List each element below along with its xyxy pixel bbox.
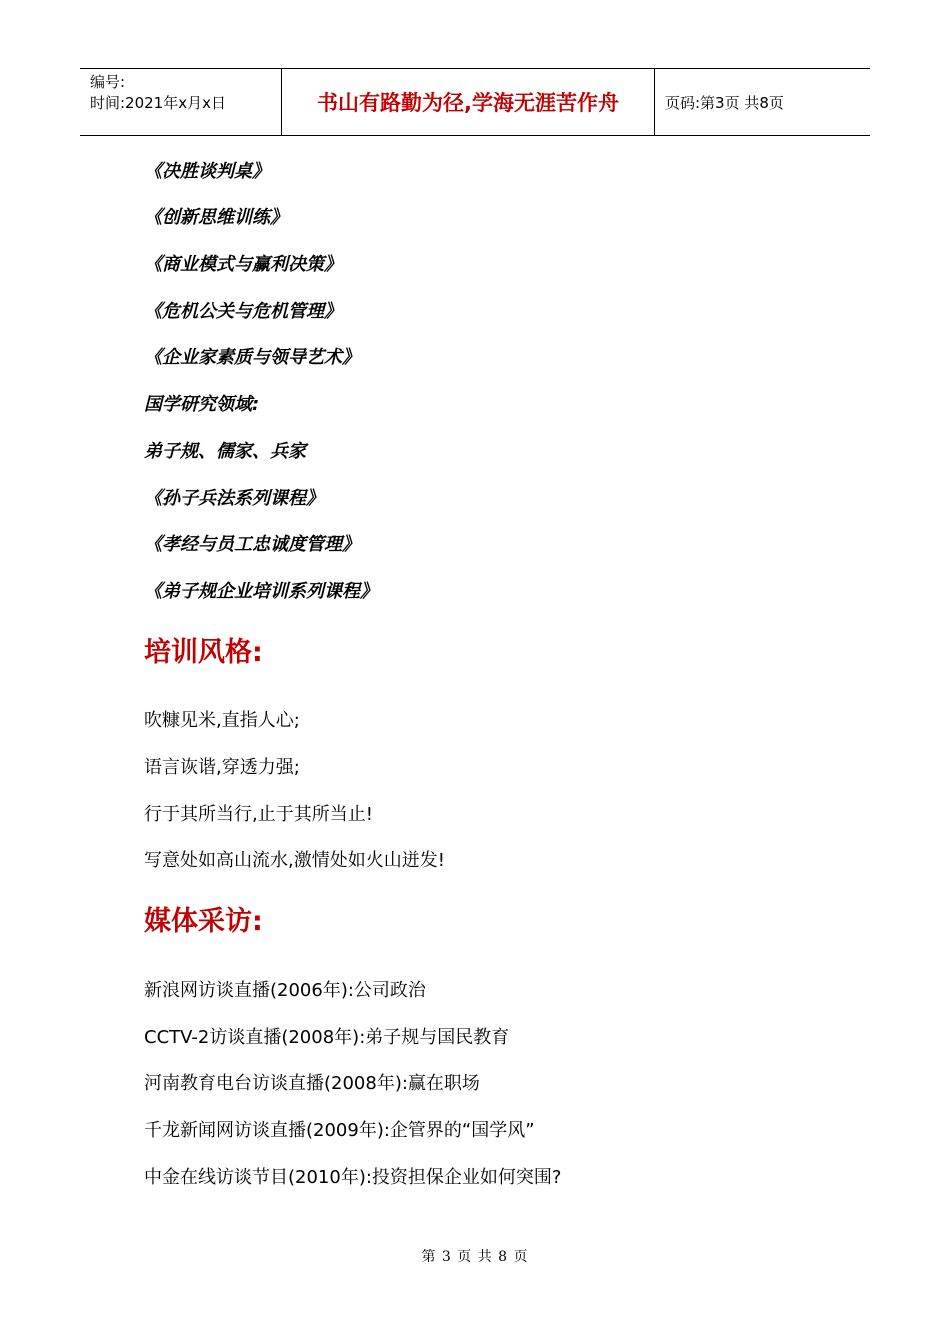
guoxue-course-item: 《弟子规企业培训系列课程》 [144,581,378,602]
guoxue-course-item: 《孝经与员工忠诚度管理》 [144,534,360,555]
training-style-line: 吹糠见米,直指人心; [144,710,300,731]
page-footer: 第 3 页 共 8 页 [421,1249,529,1265]
media-interview-line: CCTV-2访谈直播(2008年):弟子规与国民教育 [144,1027,510,1048]
course-item: 《决胜谈判桌》 [144,161,270,182]
course-item: 《企业家素质与领导艺术》 [144,347,360,368]
document-time-label: 时间:2021年x月x日 [90,94,226,112]
guoxue-course-item: 《孙子兵法系列课程》 [144,488,324,509]
course-item: 《创新思维训练》 [144,207,288,228]
media-heading: 媒体采访: [144,906,263,937]
page-header [80,68,870,136]
training-style-line: 写意处如高山流水,激情处如火山迸发! [144,850,445,871]
media-interview-line: 千龙新闻网访谈直播(2009年):企管界的“国学风” [144,1120,535,1141]
media-interview-line: 河南教育电台访谈直播(2008年):赢在职场 [144,1073,480,1094]
training-style-line: 语言诙谐,穿透力强; [144,757,300,778]
header-page-info: 页码:第3页 共8页 [665,93,784,112]
guoxue-title: 国学研究领域: [144,394,260,415]
course-item: 《危机公关与危机管理》 [144,301,342,322]
training-style-line: 行于其所当行,止于其所当止! [144,804,373,825]
training-style-heading: 培训风格: [144,637,263,668]
media-interview-line: 中金在线访谈节目(2010年):投资担保企业如何突围? [144,1167,562,1188]
course-item: 《商业模式与赢利决策》 [144,254,342,275]
header-meta [80,69,282,135]
guoxue-subtitle: 弟子规、儒家、兵家 [144,441,306,462]
media-interview-line: 新浪网访谈直播(2006年):公司政治 [144,980,426,1001]
header-motto: 书山有路勤为径,学海无涯苦作舟 [282,69,655,135]
document-number-label: 编号: [90,73,126,91]
